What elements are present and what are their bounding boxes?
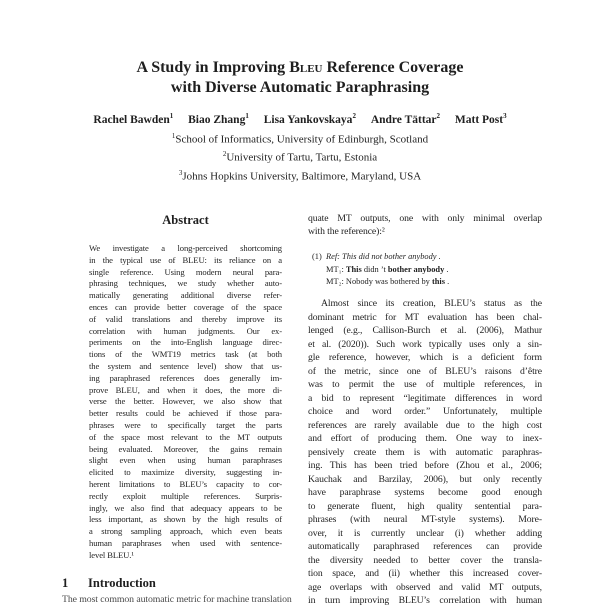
abstract-text: [89, 243, 282, 550]
text-line: herent limitations to BLEU’s capacity to cor-: [89, 478, 282, 489]
abstract-heading: Abstract: [162, 213, 209, 227]
text-line: periments on the into-English language direc-: [89, 337, 282, 348]
text-line: references are rarely available due to the high cost: [308, 419, 542, 431]
bleu-smallcaps: Bleu: [289, 59, 323, 76]
text-line: of valid translations and thereby improve its: [89, 313, 282, 324]
text-line: age overlaps with observed and valid MT outputs,: [308, 581, 542, 593]
text-line: tions of the WMT19 metrics task (at both: [89, 349, 282, 360]
affiliation-text: School of Informatics, University of Edinburgh, Scotland: [175, 133, 429, 146]
author: [455, 114, 507, 126]
text-line: Almost since its creation, BLEU’s status as the: [321, 298, 542, 309]
text-line: to generate fluent, high quality sentential para-: [308, 500, 542, 512]
author: [371, 114, 440, 126]
example-mt2-line: [312, 276, 542, 289]
text-line: pensively create them is with automatic paraphras-: [308, 446, 542, 458]
affiliation-text: University of Tartu, Tartu, Estonia: [226, 151, 378, 164]
author-superscript: 1: [169, 112, 174, 120]
author-superscript: 2: [436, 112, 441, 120]
text-line: We investigate a long-perceived shortcoming: [89, 243, 282, 253]
mt1-label: MT₁:: [326, 264, 346, 274]
title-line-2: with Diverse Automatic Paraphrasing: [170, 78, 430, 96]
title-text-post: Reference Coverage: [322, 59, 464, 76]
author-list: [0, 112, 600, 126]
text-line: the system and sentence level) show that us-: [89, 360, 282, 371]
mt1-bold-2: bother anybody: [387, 264, 445, 274]
author-name: Rachel Bawden: [93, 113, 170, 126]
text-line: in the typical use of BLEU: its reliance on a: [89, 254, 282, 265]
author: [93, 114, 173, 126]
text-line: of the space most relevant to the MT outputs: [89, 431, 282, 442]
text-line: a bid to represent “legitimate differences in word: [308, 392, 542, 404]
author-superscript: 2: [352, 112, 356, 120]
affiliation-line: [0, 166, 600, 184]
text-line: ing. This has been tried before (Zhou et al., 2006;: [308, 460, 542, 471]
mt1-end: .: [444, 264, 449, 274]
text-line: Kauchak and Barzilay, 2006), but only recently: [308, 473, 542, 485]
author-superscript: 1: [245, 112, 249, 120]
text-line: in turn improving BLEU’s correlation with human: [308, 595, 542, 606]
right-column-lead-line-1: quate MT outputs, one with only minimal overlap: [308, 213, 542, 224]
example-ref-line: [312, 251, 542, 264]
text-line: human paraphrases when used with sentence-: [89, 537, 282, 548]
text-line: better results could be achieved if those para-: [89, 408, 282, 419]
text-line: less important, as shown by the high results of: [89, 514, 282, 525]
author-superscript: 3: [503, 112, 507, 120]
example-mt1-line: [312, 264, 542, 277]
section-number: 1: [62, 576, 69, 590]
author-name: Lisa Yankovskaya: [263, 113, 353, 126]
text-line: phrasing techniques, we study whether auto-: [89, 278, 282, 289]
text-line: the diversity needed to better cover the transla-: [308, 554, 542, 566]
text-line: prove BLEU, and when it does, the more di-: [89, 384, 282, 395]
text-line: automatically paraphrased references can provide: [308, 541, 542, 552]
affiliation-line: [0, 147, 600, 165]
affiliation-superscript: 3: [178, 168, 183, 177]
text-line: and effort of producing them. One way to inex-: [308, 433, 542, 444]
text-line: gle reference, however, which is a deficient form: [308, 352, 542, 363]
example-block: [312, 251, 542, 289]
title-text-pre: A Study in Improving: [136, 59, 290, 76]
text-line: slight even when using human paraphrases: [89, 455, 282, 466]
paper-title: [0, 58, 600, 97]
mt1-bold-1: This: [345, 264, 362, 274]
section-heading-introduction: [62, 576, 156, 591]
right-column-lead-line-2: with the reference):²: [308, 226, 385, 237]
text-line: was to permit the use of multiple references, in: [308, 379, 542, 390]
text-line: elicited to maximize diversity, suggesting in-: [89, 467, 282, 478]
affiliations: [0, 129, 600, 184]
text-line: phrases were to specifically target the parts: [89, 419, 282, 430]
author-name: Matt Post: [454, 113, 504, 126]
example-ref-text: Ref: This did not bother anybody .: [326, 252, 441, 261]
text-line: lenged (e.g., Callison-Burch et al. (2006), Mathur: [308, 325, 542, 336]
mt1-mid: didn ’t: [361, 264, 388, 274]
mt2-bold-1: this: [431, 277, 446, 286]
text-line: single reference. Using modern neural para-: [89, 266, 282, 277]
affiliation-text: Johns Hopkins University, Baltimore, Maryland, USA: [182, 170, 422, 183]
text-line: dominant metric for MT evaluation has been chal-: [308, 311, 542, 323]
text-line: et al. (2020)). Such work typically uses only a sin-: [308, 338, 542, 350]
affiliation-superscript: 1: [171, 132, 176, 140]
author-name: Andre Tättar: [370, 113, 437, 126]
mt2-mid: Nobody was bothered by: [345, 277, 432, 286]
text-line: ences can provide better coverage of the space: [89, 301, 282, 312]
text-line: verse the better. However, we also show that: [89, 396, 282, 407]
example-number: (1): [312, 252, 322, 261]
text-line: phrases (with neural MT-style systems). More-: [308, 514, 542, 525]
text-line: ingly, we also find that adequacy appears to be: [89, 502, 282, 513]
text-line: over, it is currently unclear (i) whether adding: [308, 527, 542, 539]
author: [264, 114, 356, 126]
section-title: Introduction: [88, 576, 156, 590]
affiliation-superscript: 2: [222, 150, 227, 159]
author: [188, 114, 249, 126]
text-line: a strong sampling approach, which even beats: [89, 526, 282, 537]
title-line-1: [0, 58, 600, 78]
mt2-end: .: [445, 277, 450, 286]
text-line: choice and word order.” Unfortunately, multiple: [308, 406, 542, 417]
right-column-paragraph: [308, 297, 542, 608]
abstract-final-line: level BLEU.¹: [89, 550, 134, 560]
text-line: being evaluated. Moreover, the gains remain: [89, 443, 282, 454]
clipped-intro-line: The most common automatic metric for machine translation: [62, 594, 292, 605]
text-line: have paraphrase systems become good enough: [308, 487, 542, 498]
author-name: Biao Zhang: [188, 113, 246, 126]
affiliation-line: [0, 129, 600, 147]
text-line: of the metric, since one of BLEU’s raisons d’être: [308, 365, 542, 377]
mt2-label: MT₂:: [326, 277, 346, 286]
text-line: ing paraphrased references does generally im-: [89, 372, 282, 383]
text-line: rectly exploit multiple references. Surpris-: [89, 490, 282, 501]
text-line: matically generating additional diverse refer-: [89, 290, 282, 301]
text-line: tion space, and (ii) whether this increased cover-: [308, 568, 542, 579]
text-line: correlation with human judgments. Our ex-: [89, 325, 282, 336]
